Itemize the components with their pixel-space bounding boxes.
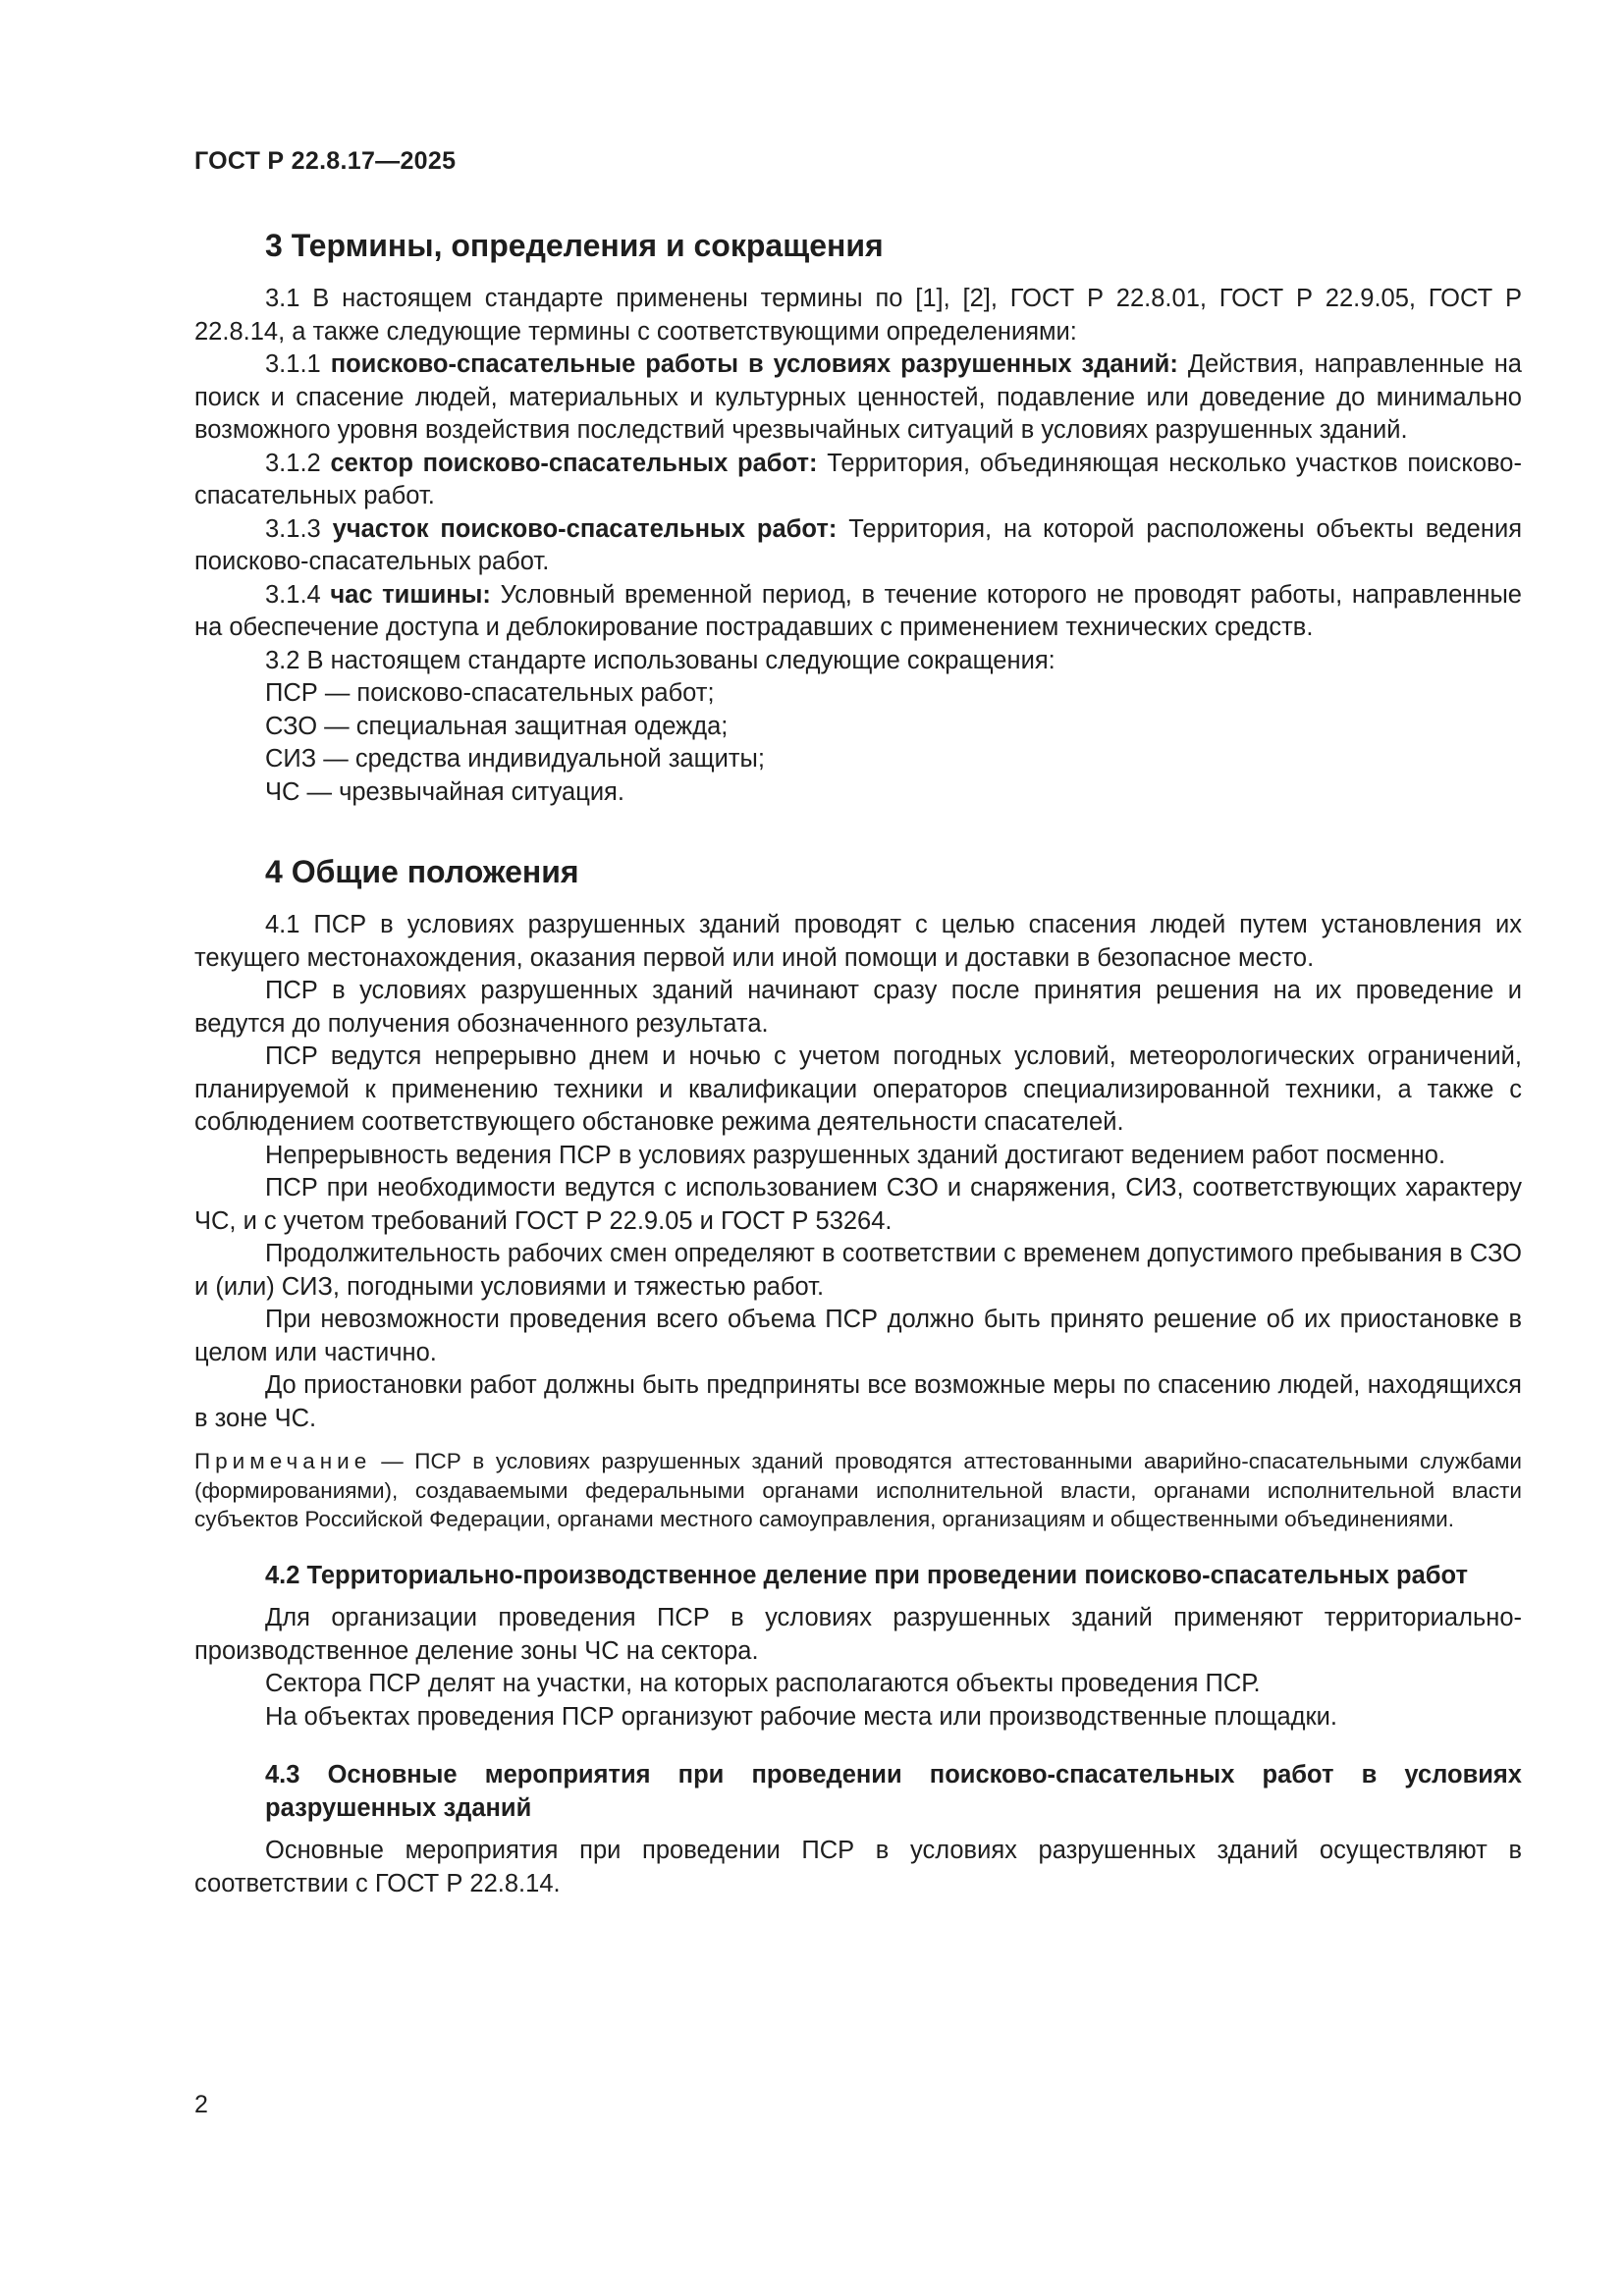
paragraph: ПСР ведутся непрерывно днем и ночью с учетом погодных условий, метеорологических ограничений, планируемой к применению техники и квалификации операторов специализированной техники, а также с соблюдением соответствующего обстановке режима деятельности спасателей.: [194, 1042, 1522, 1136]
paragraph: На объектах проведения ПСР организуют рабочие места или производственные площадки.: [265, 1702, 1338, 1731]
paragraph: Сектора ПСР делят на участки, на которых располагаются объекты проведения ПСР.: [265, 1670, 1261, 1697]
note-label: Примечание: [194, 1449, 372, 1473]
term-name: участок поисково-спасательных работ:: [332, 514, 838, 543]
paragraph: ПСР в условиях разрушенных зданий начинают сразу после принятия решения на их проведение и ведутся до получения обозначенного результата.: [194, 977, 1522, 1038]
section-3-title: 3 Термины, определения и сокращения: [265, 228, 884, 263]
paragraph: Продолжительность рабочих смен определяют в соответствии с временем допустимого пребывания в СЗО и (или) СИЗ, погодными условиями и тяжестью работ.: [194, 1240, 1522, 1301]
section-4-3-title: 4.3 Основные мероприятия при проведении поисково-спасательных работ в условиях разрушенных зданий: [265, 1761, 1522, 1822]
document-header: ГОСТ Р 22.8.17—2025: [194, 147, 457, 175]
document-body: [194, 226, 1522, 1900]
abbreviation-item: ПСР — поисково-спасательных работ;: [265, 679, 715, 707]
section-4-title: 4 Общие положения: [265, 854, 579, 889]
note: [194, 1447, 1522, 1534]
paragraph: Основные мероприятия при проведении ПСР в условиях разрушенных зданий осуществляют в соответствии с ГОСТ Р 22.8.14.: [194, 1837, 1522, 1897]
paragraph: До приостановки работ должны быть предприняты все возможные меры по спасению людей, находящихся в зоне ЧС.: [194, 1371, 1522, 1432]
paragraph-3-2: 3.2 В настоящем стандарте использованы следующие сокращения:: [265, 646, 1056, 674]
term-definition: Действия, направленные на поиск и спасение людей, материальных и культурных ценностей, подавление или доведение до минимально возможного уровня воздействия последствий чрезвычайных ситуаций в условиях разрушенных зданий.: [194, 350, 1522, 444]
term-name: сектор поисково-спасательных работ:: [330, 449, 818, 477]
paragraph-4-1: 4.1 ПСР в условиях разрушенных зданий проводят с целью спасения людей путем установления их текущего местонахождения, оказания первой или иной помощи и доставки в безопасное место.: [194, 911, 1522, 972]
paragraph: ПСР при необходимости ведутся с использованием СЗО и снаряжения, СИЗ, соответствующих характеру ЧС, и с учетом требований ГОСТ Р 22.9.05 и ГОСТ Р 53264.: [194, 1174, 1522, 1235]
term-3-1-3: [194, 513, 1522, 579]
abbreviation-item: СИЗ — средства индивидуальной защиты;: [265, 745, 765, 773]
paragraph-3-1: 3.1 В настоящем стандарте применены термины по [1], [2], ГОСТ Р 22.8.01, ГОСТ Р 22.9.05, ГОСТ Р 22.8.14, а также следующие термины с соответствующими определениями:: [194, 285, 1522, 346]
term-3-1-4: [194, 579, 1522, 645]
paragraph: Непрерывность ведения ПСР в условиях разрушенных зданий достигают ведением работ посменно.: [265, 1141, 1446, 1169]
abbreviation-item: СЗО — специальная защитная одежда;: [265, 712, 729, 740]
page-number: 2: [194, 2091, 208, 2118]
term-definition: Условный временной период, в течение которого не проводят работы, направленные на обеспечение доступа и деблокирование пострадавших с применением технических средств.: [194, 580, 1522, 641]
term-name: час тишины:: [330, 580, 491, 609]
term-definition: Территория, объединяющая несколько участков поисково-спасательных работ.: [194, 449, 1522, 509]
note-text: — ПСР в условиях разрушенных зданий проводятся аттестованными аварийно-спасательными службами (формированиями), создаваемыми федеральными органами исполнительной власти, органами исполнительной власти субъектов Российской Федерации, органами местного самоуправления, организациям и общественными объединениями.: [194, 1449, 1522, 1531]
term-number: 3.1.4: [265, 580, 321, 609]
abbreviation-item: ЧС — чрезвычайная ситуация.: [265, 777, 624, 806]
paragraph: Для организации проведения ПСР в условиях разрушенных зданий применяют территориально-производственное деление зоны ЧС на сектора.: [194, 1604, 1522, 1665]
term-definition: Территория, на которой расположены объекты ведения поисково-спасательных работ.: [194, 514, 1523, 575]
term-3-1-2: [194, 448, 1522, 513]
term-number: 3.1.3: [265, 514, 321, 543]
paragraph: При невозможности проведения всего объема ПСР должно быть принято решение об их приостановке в целом или частично.: [194, 1306, 1522, 1366]
term-name: поисково-спасательные работы в условиях разрушенных зданий:: [330, 350, 1178, 378]
term-number: 3.1.1: [265, 350, 321, 378]
section-4-2-title: 4.2 Территориально-производственное деление при проведении поисково-спасательных работ: [265, 1561, 1468, 1589]
term-3-1-1: [194, 348, 1522, 448]
term-number: 3.1.2: [265, 449, 321, 477]
